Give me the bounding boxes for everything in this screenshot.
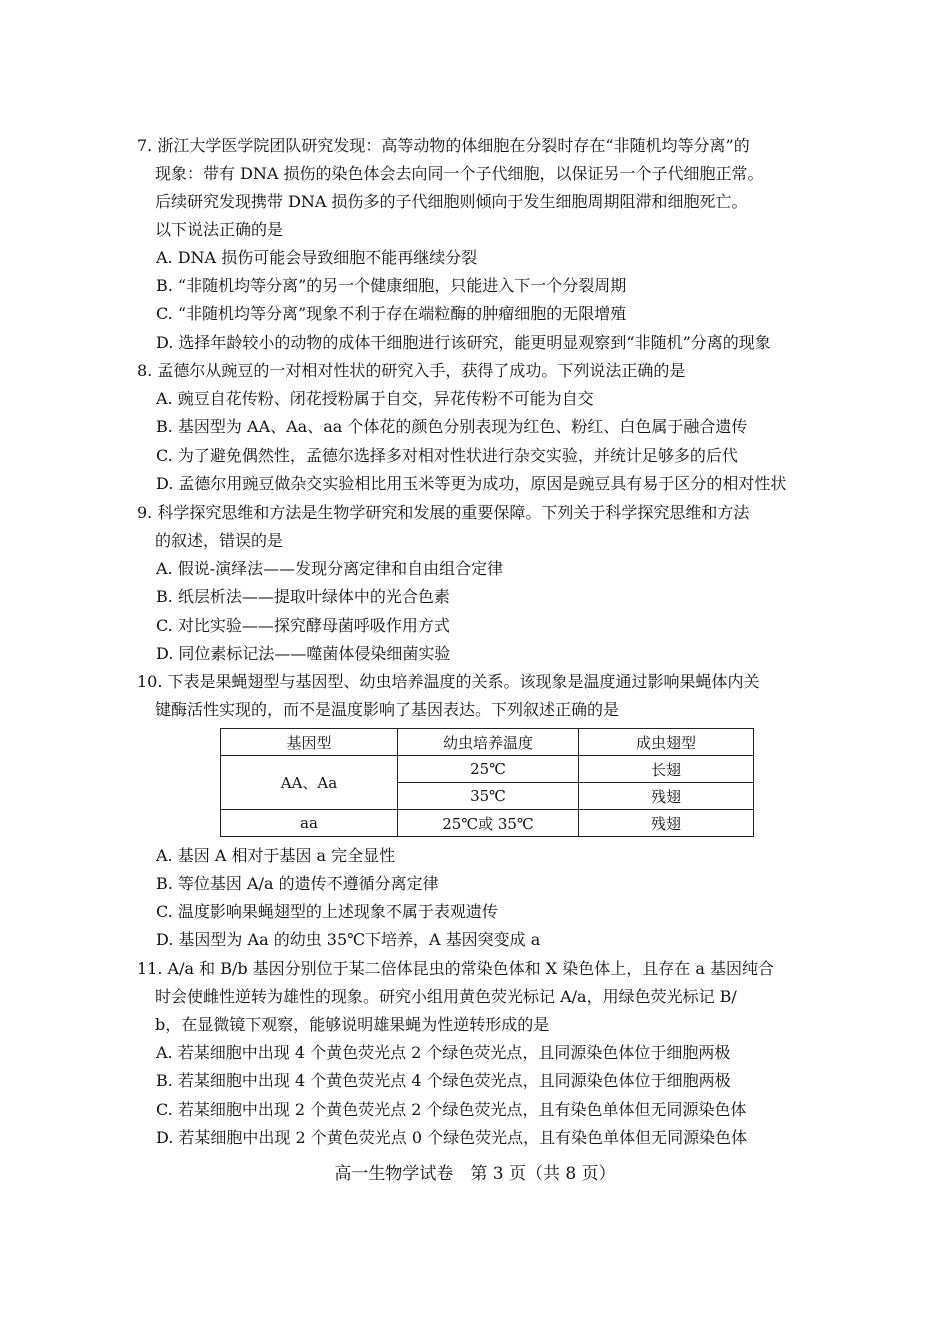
table-cell-wing: 残翅 xyxy=(579,810,754,837)
question-7-line-2: 现象：带有 DNA 损伤的染色体会去向同一个子代细胞，以保证另一个子代细胞正常。 xyxy=(155,164,764,183)
question-8-option-a: A. 豌豆自花传粉、闭花授粉属于自交，异花传粉不可能为自交 xyxy=(156,389,594,408)
question-10-option-c: C. 温度影响果蝇翅型的上述现象不属于表观遗传 xyxy=(156,902,498,921)
question-11-option-b: B. 若某细胞中出现 4 个黄色荧光点 4 个绿色荧光点，且同源染色体位于细胞两极 xyxy=(156,1071,731,1090)
table-row xyxy=(221,756,754,783)
question-10-line-2: 键酶活性实现的，而不是温度影响了基因表达。下列叙述正确的是 xyxy=(155,700,620,719)
question-11-option-d: D. 若某细胞中出现 2 个黄色荧光点 0 个绿色荧光点，且有染色单体但无同源染色体 xyxy=(156,1128,748,1147)
question-9-option-d: D. 同位素标记法——噬菌体侵染细菌实验 xyxy=(156,644,451,663)
table-cell-wing: 残翅 xyxy=(579,783,754,810)
question-7-option-d: D. 选择年龄较小的动物的成体干细胞进行该研究，能更明显观察到“非随机”分离的现象 xyxy=(156,333,771,352)
question-10-option-d: D. 基因型为 Aa 的幼虫 35℃下培养，A 基因突变成 a xyxy=(156,930,541,949)
question-10-option-a: A. 基因 A 相对于基因 a 完全显性 xyxy=(156,846,396,865)
question-8-option-d: D. 孟德尔用豌豆做杂交实验相比用玉米等更为成功，原因是豌豆具有易于区分的相对性状 xyxy=(156,474,787,493)
question-10-line-1: 10. 下表是果蝇翅型与基因型、幼虫培养温度的关系。该现象是温度通过影响果蝇体内关 xyxy=(137,672,760,691)
table-header-row xyxy=(221,729,754,756)
question-8-line-1: 8. 孟德尔从豌豆的一对相对性状的研究入手，获得了成功。下列说法正确的是 xyxy=(137,361,686,380)
question-8-option-c: C. 为了避免偶然性，孟德尔选择多对相对性状进行杂交实验，并统计足够多的后代 xyxy=(156,446,738,465)
question-7-option-c: C. “非随机均等分离”现象不利于存在端粒酶的肿瘤细胞的无限增殖 xyxy=(156,304,627,323)
question-11-line-1: 11. A/a 和 B/b 基因分别位于某二倍体昆虫的常染色体和 X 染色体上，且存在 a 基因纯合 xyxy=(137,959,774,978)
table-row xyxy=(221,810,754,837)
question-10-option-b: B. 等位基因 A/a 的遗传不遵循分离定律 xyxy=(156,874,439,893)
question-9-option-a: A. 假说-演绎法——发现分离定律和自由组合定律 xyxy=(156,559,504,578)
table-cell-temperature: 35℃ xyxy=(398,783,579,810)
table-cell-temperature: 25℃或 35℃ xyxy=(398,810,579,837)
question-9-option-c: C. 对比实验——探究酵母菌呼吸作用方式 xyxy=(156,616,450,635)
genotype-table xyxy=(220,728,754,837)
question-11-line-2: 时会使雌性逆转为雄性的现象。研究小组用黄色荧光标记 A/a，用绿色荧光标记 B/ xyxy=(155,987,737,1006)
table-header-genotype: 基因型 xyxy=(221,729,398,756)
question-11-line-3: b，在显微镜下观察，能够说明雄果蝇为性逆转形成的是 xyxy=(155,1015,550,1034)
question-7-option-a: A. DNA 损伤可能会导致细胞不能再继续分裂 xyxy=(156,248,478,267)
question-7-line-1: 7. 浙江大学医学院团队研究发现：高等动物的体细胞在分裂时存在“非随机均等分离”的 xyxy=(137,136,750,155)
table-header-wing: 成虫翅型 xyxy=(579,729,754,756)
question-9-option-b: B. 纸层析法——提取叶绿体中的光合色素 xyxy=(156,587,450,606)
question-7-option-b: B. “非随机均等分离”的另一个健康细胞，只能进入下一个分裂周期 xyxy=(156,276,627,295)
table-header-temperature: 幼虫培养温度 xyxy=(398,729,579,756)
question-9-line-2: 的叙述，错误的是 xyxy=(155,531,284,550)
table-cell-genotype: AA、Aa xyxy=(221,756,398,810)
table-cell-genotype: aa xyxy=(221,810,398,837)
question-11-option-c: C. 若某细胞中出现 2 个黄色荧光点 2 个绿色荧光点，且有染色单体但无同源染色体 xyxy=(156,1100,747,1119)
table-cell-temperature: 25℃ xyxy=(398,756,579,783)
question-11-option-a: A. 若某细胞中出现 4 个黄色荧光点 2 个绿色荧光点，且同源染色体位于细胞两极 xyxy=(156,1043,731,1062)
question-7-line-4: 以下说法正确的是 xyxy=(155,220,284,239)
question-9-line-1: 9. 科学探究思维和方法是生物学研究和发展的重要保障。下列关于科学探究思维和方法 xyxy=(137,503,750,522)
question-7-line-3: 后续研究发现携带 DNA 损伤多的子代细胞则倾向于发生细胞周期阻滞和细胞死亡。 xyxy=(155,192,748,211)
table-cell-wing: 长翅 xyxy=(579,756,754,783)
page-footer: 高一生物学试卷 第 3 页（共 8 页） xyxy=(334,1164,616,1184)
question-8-option-b: B. 基因型为 AA、Aa、aa 个体花的颜色分别表现为红色、粉红、白色属于融合遗传 xyxy=(156,417,748,436)
